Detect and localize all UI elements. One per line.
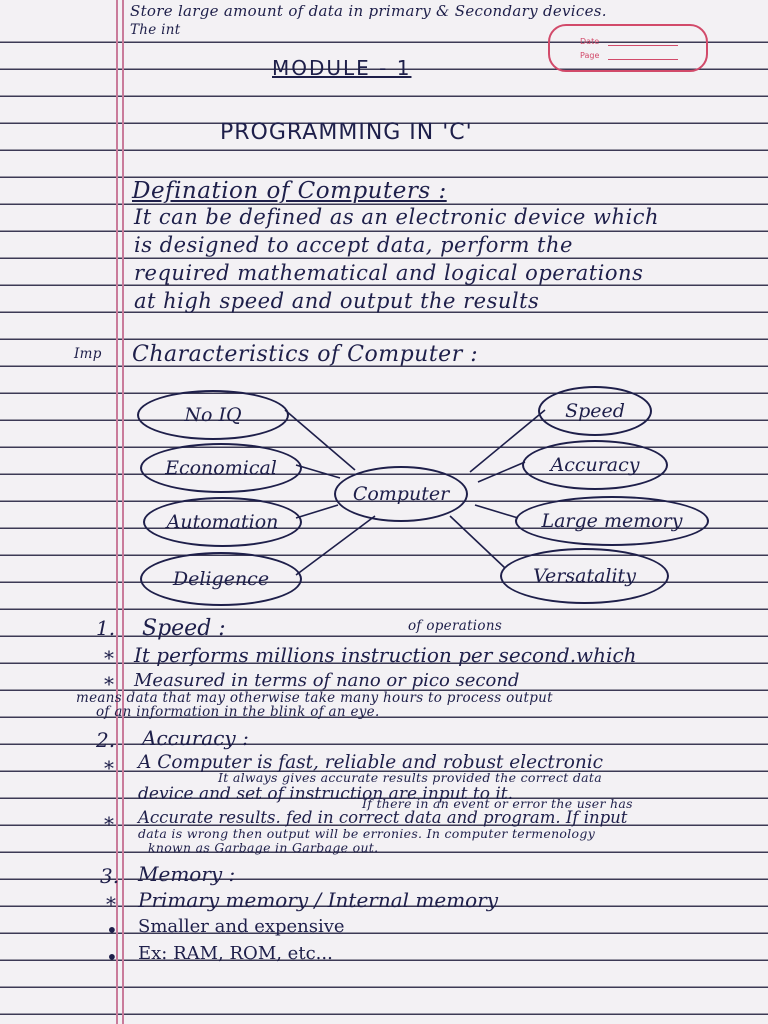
accuracy-extra-1: data is wrong then output will be erronies. In computer termenology [138, 826, 596, 841]
accuracy-bullet-1: A Computer is fast, reliable and robust electronic [138, 752, 604, 773]
definition-heading: Defination of Computers : [132, 178, 447, 204]
diagram-label-speed: Speed [565, 400, 625, 422]
diagram-label-automation: Automation [166, 511, 279, 533]
stamp-date-label: Date [580, 37, 600, 46]
accuracy-extra-2: known as Garbage in Garbage out. [148, 840, 379, 855]
link-automation [296, 505, 338, 518]
diagram-label-economical: Economical [165, 457, 277, 479]
accuracy-number: 2. [96, 728, 116, 752]
diagram-label-accuracy: Accuracy [550, 454, 640, 476]
memory-bullet-2: Smaller and expensive [138, 916, 345, 937]
main-title: PROGRAMMING IN 'C' [220, 120, 473, 145]
speed-extra-2: of an information in the blink of an eye. [96, 704, 380, 720]
diagram-label-deligence: Deligence [172, 568, 270, 590]
diagram-bubble-speed [538, 386, 652, 436]
diagram-center-label: Computer [352, 483, 450, 505]
accuracy-bullet-2-mark: * [104, 812, 114, 836]
definition-line-3: required mathematical and logical operations [134, 261, 644, 285]
top-line-2: The int [130, 22, 181, 38]
diagram-bubble-versatality [500, 548, 669, 604]
accuracy-bullet-1-mark: * [104, 756, 114, 780]
stamp-page-label: Page [580, 51, 600, 60]
accuracy-note-2: If there in an event or error the user has [362, 796, 633, 811]
diagram-bubble-automation [143, 497, 302, 547]
accuracy-line-2: device and set of instruction are input to it. [138, 784, 514, 804]
memory-bullet-2-mark: • [106, 918, 118, 942]
link-large-memory [475, 505, 518, 518]
memory-title: Memory : [138, 862, 236, 886]
definition-line-4: at high speed and output the results [134, 289, 540, 313]
memory-bullet-1-mark: * [106, 892, 116, 916]
memory-number: 3. [100, 864, 120, 888]
speed-extra-1: means data that may otherwise take many hours to process output [76, 690, 553, 706]
link-versatality [450, 516, 505, 568]
speed-bullet-1: It performs millions instruction per second.which [134, 643, 637, 667]
diagram-label-versatality: Versatality [533, 565, 636, 587]
accuracy-bullet-2: Accurate results. fed in correct data and program. If input [138, 808, 628, 827]
accuracy-title: Accuracy : [142, 726, 249, 750]
speed-bullet-2-mark: * [104, 672, 114, 696]
module-heading: MODULE - 1 [272, 56, 412, 80]
definition-line-1: It can be defined as an electronic device which [134, 205, 660, 229]
characteristics-heading: Characteristics of Computer : [132, 342, 479, 367]
speed-bullet-1-mark: * [104, 646, 114, 670]
link-accuracy [478, 462, 525, 482]
diagram-center-bubble [334, 466, 468, 522]
link-deligence [296, 516, 375, 575]
speed-number: 1. [96, 616, 116, 640]
imp-marker: Imp [74, 346, 102, 362]
accuracy-note-1: It always gives accurate results provided the correct data [218, 770, 602, 785]
diagram-bubble-deligence [140, 552, 302, 606]
speed-bullet-2: Measured in terms of nano or pico second [134, 670, 520, 691]
diagram-label-no-iq: No IQ [184, 404, 242, 426]
speed-note: of operations [408, 618, 503, 634]
diagram-bubble-accuracy [522, 440, 668, 490]
memory-bullet-3-mark: • [106, 945, 118, 969]
diagram-label-large-memory: Large memory [541, 510, 683, 532]
definition-line-2: is designed to accept data, perform the [134, 233, 573, 257]
link-economical [296, 465, 340, 478]
speed-title: Speed : [142, 616, 226, 641]
memory-bullet-3: Ex: RAM, ROM, etc... [138, 943, 333, 964]
top-line-1: Store large amount of data in primary & Secondary devices. [130, 2, 607, 20]
diagram-bubble-economical [140, 443, 302, 493]
diagram-bubble-large-memory [515, 496, 709, 546]
diagram-bubble-no-iq [137, 390, 289, 440]
memory-bullet-1: Primary memory / Internal memory [138, 888, 499, 912]
